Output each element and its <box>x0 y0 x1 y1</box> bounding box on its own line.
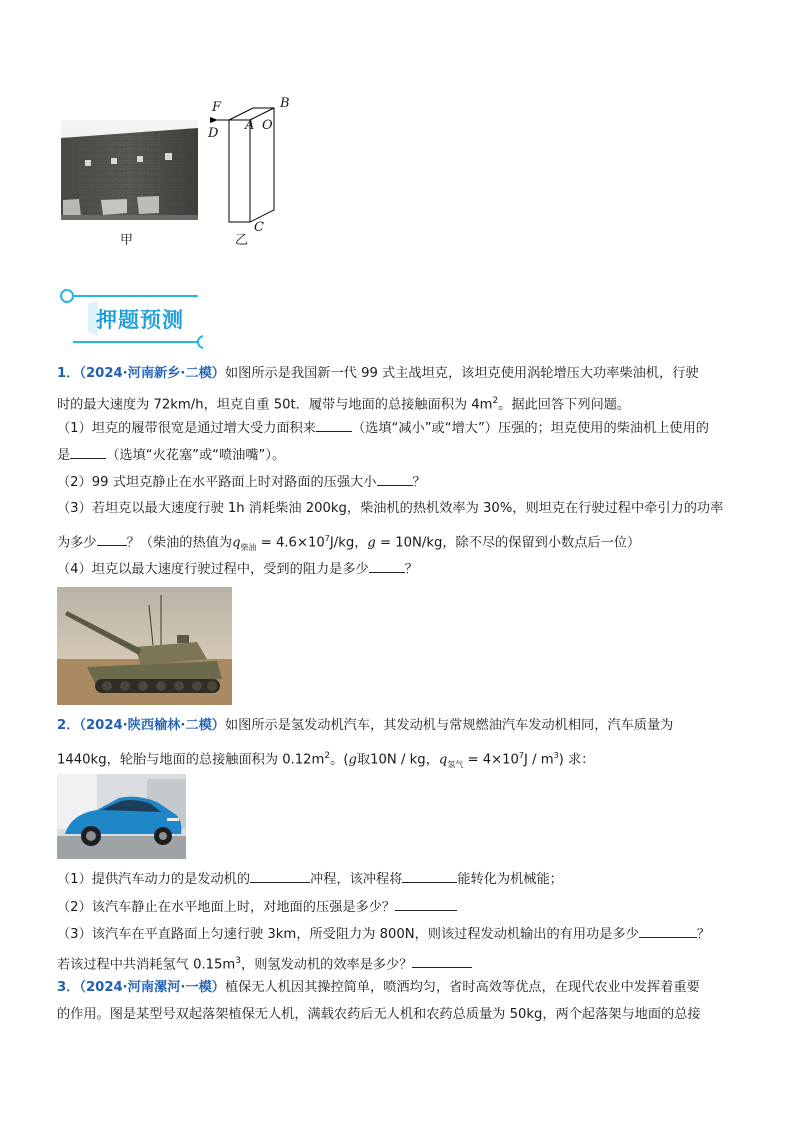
label-C: C <box>254 220 264 235</box>
section-title: 押题预测 <box>96 308 184 332</box>
q1-part3-line2: 为多少 ？（柴油的热值为$q_{柴油} = 4.6\times 10^7J/kg$，g = 10N/kg，除不尽的保留到小数点后一位） <box>57 534 641 553</box>
caption-jia: 甲 <box>120 233 134 248</box>
q2-part2: （2）该汽车静止在水平地面上时，对地面的压强是多少？ <box>57 898 457 917</box>
section-banner <box>58 286 203 352</box>
q2-stem-line1: 2．（2024·陕西榆林·二模）如图所示是氢发动机汽车，其发动机与常规燃油汽车发动机相同，汽车质量为 <box>57 718 674 733</box>
q2-stem-line2: 1440kg，轮胎与地面的总接触面积为 $0.12m^2$。(g取10N / kg，$q_{氢气} = 4\times 10^7J / m^3$) 求： <box>57 751 595 770</box>
q1-part3-line1: （3）若坦克以最大速度行驶 1h 消耗柴油 200kg，柴油机的热机效率为 30%，则坦克在行驶过程中牵引力的功率 <box>57 501 724 516</box>
q2-part1: （1）提供汽车动力的是发动机的 冲程，该冲程将 能转化为机械能； <box>57 872 563 887</box>
q1-part2: （2）99 式坦克静止在水平路面上时对路面的压强大小 ？ <box>57 475 426 490</box>
q2-part3-line1: （3）该汽车在平直路面上匀速行驶 3km，所受阻力为 800N，则该过程发动机输出的有用功是多少 ？ <box>57 927 710 942</box>
label-F: F <box>212 100 222 115</box>
label-B: B <box>280 96 290 111</box>
tank-photo <box>57 587 232 705</box>
q2-part3-line2: 若该过程中共消耗氢气 $0.15m^3$，则氢发动机的效率是多少？ <box>57 952 472 974</box>
q1-part4: （4）坦克以最大速度行驶过程中，受到的阻力是多少 ？ <box>57 562 418 577</box>
q1-part1-line1: （1）坦克的履带很宽是通过增大受力面积来 （选填“减小”或“增大”）压强的；坦克使用的柴油机上使用的 <box>57 421 709 436</box>
wall-photo <box>61 120 198 220</box>
q1-stem-line2: 时的最大速度为 72km/h，坦克自重 50t．履带与地面的总接触面积为 $4m^2$。据此回答下列问题。 <box>57 396 631 413</box>
q3-stem-line1: 3．（2024·河南漯河·一模）植保无人机因其操控简单，喷洒均匀，省时高效等优点，在现代农业中发挥着重要 <box>57 980 700 995</box>
q3-stem-line2: 的作用。图是某型号双起落架植保无人机，满载农药后无人机和农药总质量为 50kg，两个起落架与地面的总接 <box>57 1007 701 1022</box>
label-D: D <box>208 126 219 141</box>
q1-part1-line2: 是 （选填“火花塞”或“喷油嘴”）。 <box>57 448 286 463</box>
car-photo <box>57 774 186 859</box>
caption-yi: 乙 <box>235 233 249 248</box>
label-O: O <box>262 118 273 133</box>
q1-stem-line1: 1．（2024·河南新乡·二模）如图所示是我国新一代 99 式主战坦克，该坦克使用涡轮增压大功率柴油机，行驶 <box>57 366 699 381</box>
label-A: A <box>245 118 255 133</box>
